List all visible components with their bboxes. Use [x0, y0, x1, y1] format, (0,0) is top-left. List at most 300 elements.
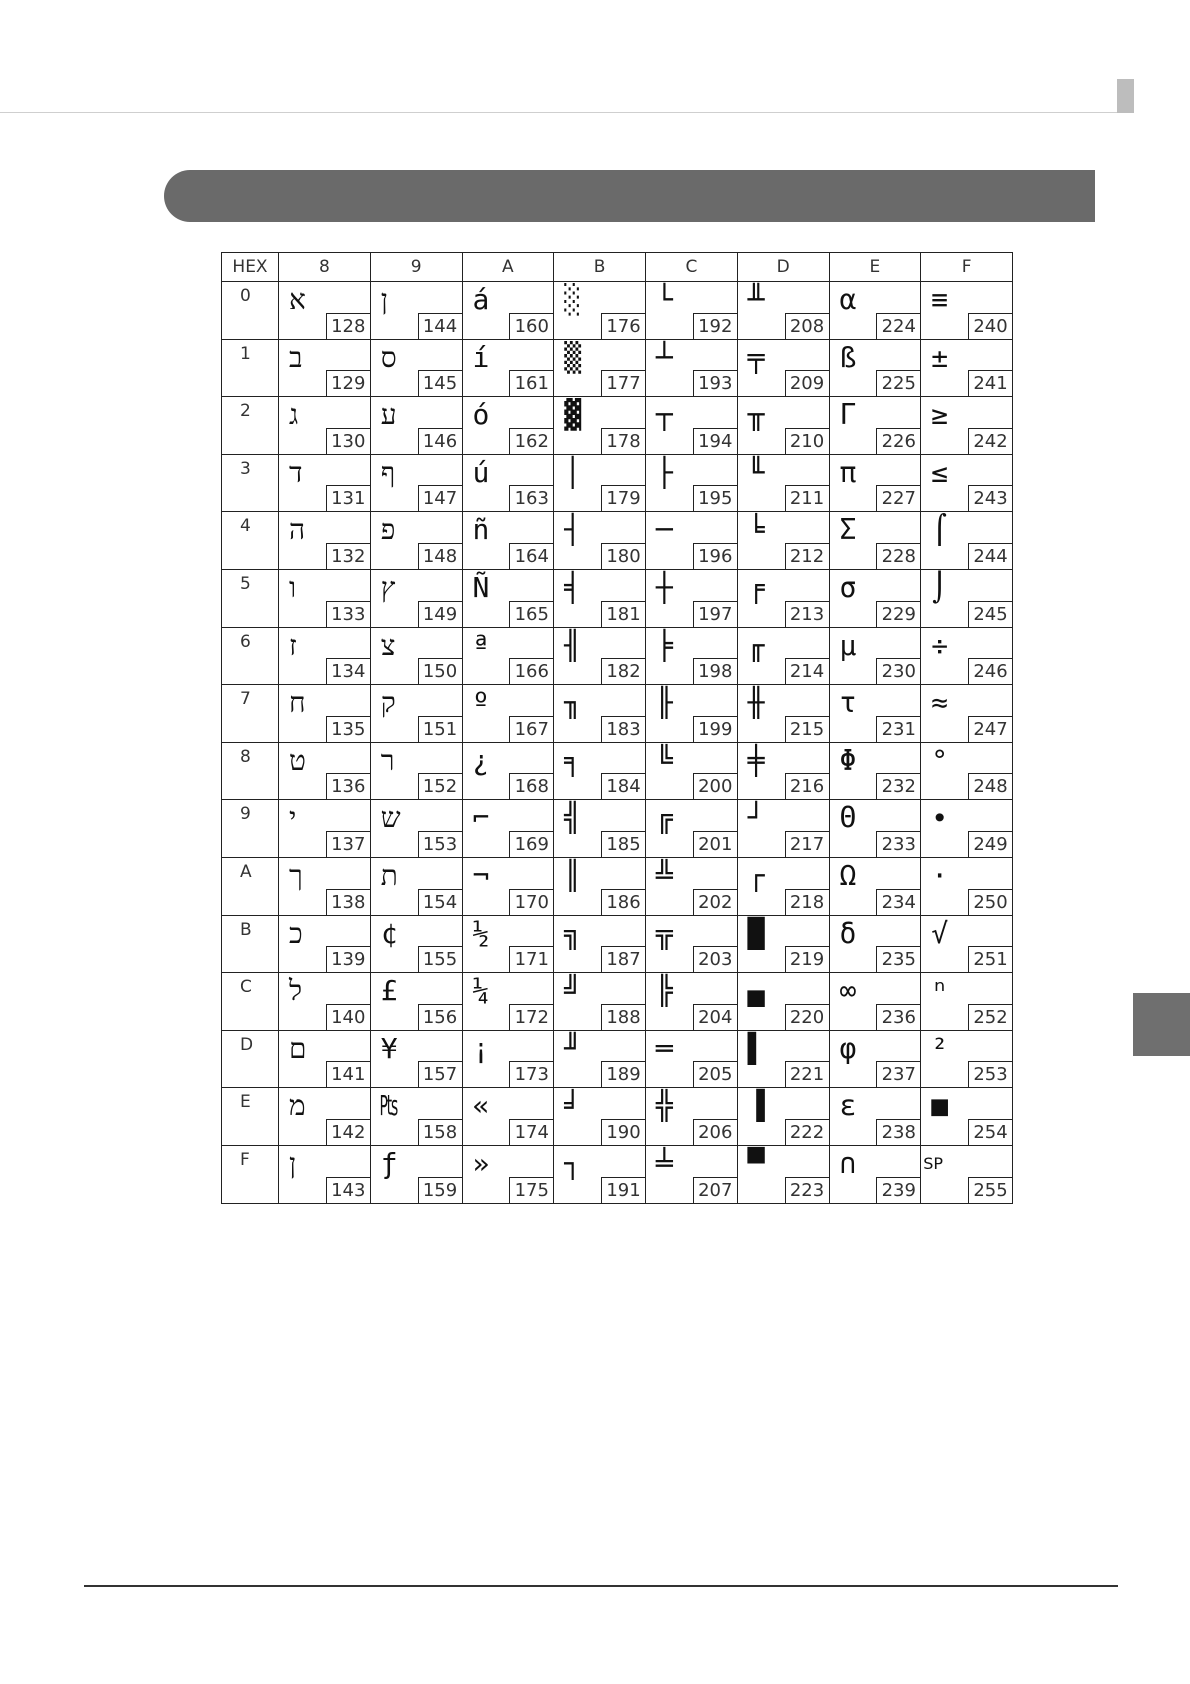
character-cell [554, 800, 646, 858]
character-glyph: ▒ [564, 340, 582, 374]
table-row [222, 1145, 1013, 1203]
character-glyph: ╩ [656, 858, 673, 892]
character-cell [462, 742, 554, 800]
decimal-code: 208 [785, 313, 829, 339]
character-glyph: ╟ [656, 686, 673, 720]
character-glyph: ó [472, 398, 490, 432]
decimal-code: 168 [509, 773, 553, 799]
character-cell [370, 857, 462, 915]
character-glyph: ╞ [656, 628, 673, 662]
decimal-code: 226 [876, 428, 920, 454]
character-glyph: ∙ [931, 801, 949, 835]
character-cell [921, 627, 1013, 685]
character-cell [279, 339, 371, 397]
character-cell [370, 339, 462, 397]
row-header-cell [222, 800, 279, 858]
character-glyph: ┬ [656, 398, 673, 432]
decimal-code: 183 [601, 716, 645, 742]
character-glyph: π [839, 455, 857, 489]
character-cell [829, 800, 921, 858]
decimal-code: 179 [601, 485, 645, 511]
character-cell [921, 685, 1013, 743]
decimal-code: 174 [509, 1119, 553, 1145]
character-cell [279, 857, 371, 915]
decimal-code: 252 [968, 1004, 1012, 1030]
character-glyph: ┴ [656, 340, 673, 374]
character-cell [462, 569, 554, 627]
character-cell [279, 454, 371, 512]
character-glyph: כ [289, 916, 303, 950]
character-cell [279, 685, 371, 743]
character-cell [646, 627, 738, 685]
character-glyph: ╙ [747, 455, 765, 489]
table-row [222, 742, 1013, 800]
character-cell [737, 627, 829, 685]
character-glyph: ס [380, 340, 397, 374]
character-glyph: ╫ [747, 686, 765, 720]
character-cell [279, 569, 371, 627]
character-cell [462, 973, 554, 1031]
character-cell [279, 915, 371, 973]
character-cell [737, 685, 829, 743]
character-glyph: Θ [839, 801, 857, 835]
character-glyph: ת [380, 858, 398, 892]
decimal-code: 159 [418, 1177, 462, 1203]
character-glyph: פ [380, 513, 396, 547]
table-row [222, 339, 1013, 397]
header-corner-tab [1117, 79, 1134, 113]
character-cell [646, 685, 738, 743]
decimal-code: 233 [876, 831, 920, 857]
decimal-code: 149 [418, 601, 462, 627]
decimal-code: 224 [876, 313, 920, 339]
character-cell [737, 454, 829, 512]
character-glyph: ח [289, 686, 306, 720]
character-glyph: δ [839, 916, 857, 950]
header-rule [0, 112, 1134, 113]
character-cell [737, 397, 829, 455]
character-glyph: √ [931, 916, 949, 950]
character-glyph: ו [289, 570, 297, 604]
character-glyph: · [931, 858, 949, 892]
character-cell [829, 397, 921, 455]
decimal-code: 131 [326, 485, 370, 511]
character-cell [462, 1030, 554, 1088]
character-glyph: µ [839, 628, 857, 662]
character-glyph: ╔ [656, 801, 673, 835]
character-glyph: ╒ [747, 570, 765, 604]
character-cell [737, 857, 829, 915]
character-cell [921, 742, 1013, 800]
character-cell [370, 742, 462, 800]
character-glyph: ┌ [747, 858, 765, 892]
character-glyph: ף [380, 455, 396, 489]
row-header: 3 [240, 458, 251, 479]
decimal-code: 210 [785, 428, 829, 454]
character-glyph: ≡ [931, 283, 949, 316]
row-header: 2 [240, 401, 251, 422]
decimal-code: 196 [693, 543, 737, 569]
character-cell [370, 512, 462, 570]
decimal-code: 134 [326, 658, 370, 684]
character-cell [279, 627, 371, 685]
character-glyph: ╬ [656, 1089, 673, 1123]
character-glyph: ם [289, 1031, 307, 1065]
decimal-code: 198 [693, 658, 737, 684]
character-cell [554, 1088, 646, 1146]
character-cell [921, 800, 1013, 858]
character-glyph: ╓ [747, 628, 765, 662]
decimal-code: 192 [693, 313, 737, 339]
character-glyph: ε [839, 1089, 857, 1123]
character-cell [921, 454, 1013, 512]
character-cell [370, 973, 462, 1031]
row-header: 5 [240, 573, 251, 594]
character-glyph: ª [472, 628, 490, 662]
character-cell [646, 397, 738, 455]
character-glyph: ╚ [656, 743, 673, 777]
decimal-code: 228 [876, 543, 920, 569]
character-glyph: ╕ [564, 743, 582, 777]
decimal-code: 248 [968, 773, 1012, 799]
decimal-code: 132 [326, 543, 370, 569]
decimal-code: 231 [876, 716, 920, 742]
decimal-code: 219 [785, 946, 829, 972]
table-row [222, 973, 1013, 1031]
decimal-code: 128 [326, 313, 370, 339]
row-header: A [240, 861, 252, 882]
row-header: C [240, 977, 252, 998]
decimal-code: 172 [509, 1004, 553, 1030]
character-glyph: σ [839, 570, 857, 604]
character-glyph: └ [656, 283, 673, 316]
decimal-code: 189 [601, 1061, 645, 1087]
character-glyph: ╪ [747, 743, 765, 777]
character-glyph: ▄ [747, 974, 765, 1008]
character-cell [646, 1088, 738, 1146]
character-glyph: ן [289, 1146, 297, 1180]
character-cell [921, 339, 1013, 397]
character-cell [829, 454, 921, 512]
character-glyph: Ñ [472, 570, 490, 604]
character-glyph: ╨ [747, 283, 765, 316]
character-cell [829, 1145, 921, 1203]
character-cell [554, 282, 646, 340]
character-glyph: ± [931, 340, 949, 374]
character-cell [462, 800, 554, 858]
table-row [222, 569, 1013, 627]
decimal-code: 161 [509, 370, 553, 396]
decimal-code: 157 [418, 1061, 462, 1087]
character-cell [646, 454, 738, 512]
decimal-code: 205 [693, 1061, 737, 1087]
row-header: D [240, 1034, 254, 1055]
decimal-code: 243 [968, 485, 1012, 511]
decimal-code: 148 [418, 543, 462, 569]
row-header-cell [222, 1030, 279, 1088]
character-glyph: ╘ [747, 513, 765, 547]
character-cell [462, 339, 554, 397]
decimal-code: 175 [509, 1177, 553, 1203]
character-cell [829, 282, 921, 340]
character-cell [737, 973, 829, 1031]
chapter-side-tab [1133, 993, 1190, 1056]
character-glyph: ק [380, 686, 396, 720]
character-glyph: ג [289, 398, 299, 432]
decimal-code: 214 [785, 658, 829, 684]
decimal-code: 143 [326, 1177, 370, 1203]
decimal-code: 232 [876, 773, 920, 799]
row-header-cell [222, 742, 279, 800]
decimal-code: 213 [785, 601, 829, 627]
character-cell [646, 742, 738, 800]
character-cell [829, 627, 921, 685]
decimal-code: 178 [601, 428, 645, 454]
character-cell [370, 627, 462, 685]
character-glyph: ▀ [747, 1146, 765, 1180]
decimal-code: 135 [326, 716, 370, 742]
decimal-code: 167 [509, 716, 553, 742]
character-cell [829, 742, 921, 800]
character-cell [921, 973, 1013, 1031]
character-cell [646, 569, 738, 627]
decimal-code: 197 [693, 601, 737, 627]
character-glyph: ש [380, 801, 401, 835]
character-cell [646, 1030, 738, 1088]
decimal-code: 160 [509, 313, 553, 339]
decimal-code: 229 [876, 601, 920, 627]
character-glyph: ▓ [564, 398, 582, 432]
decimal-code: 173 [509, 1061, 553, 1087]
character-glyph: ┐ [564, 1146, 582, 1180]
table-row [222, 627, 1013, 685]
character-cell [462, 857, 554, 915]
character-cell [462, 282, 554, 340]
table-row [222, 857, 1013, 915]
character-cell [737, 800, 829, 858]
character-glyph: ז [289, 628, 297, 662]
character-glyph: ╗ [564, 916, 582, 950]
character-cell [462, 397, 554, 455]
character-cell [279, 742, 371, 800]
decimal-code: 247 [968, 716, 1012, 742]
column-header: 9 [370, 253, 462, 282]
character-glyph: צ [380, 628, 396, 662]
decimal-code: 180 [601, 543, 645, 569]
character-cell [279, 512, 371, 570]
character-cell [554, 857, 646, 915]
row-header-cell [222, 282, 279, 340]
decimal-code: 133 [326, 601, 370, 627]
decimal-code: 202 [693, 889, 737, 915]
character-cell [921, 857, 1013, 915]
character-cell [279, 973, 371, 1031]
table-row [222, 685, 1013, 743]
character-cell [279, 800, 371, 858]
table-row [222, 915, 1013, 973]
row-header: 9 [240, 804, 251, 825]
decimal-code: 138 [326, 889, 370, 915]
table-row [222, 397, 1013, 455]
character-glyph: ╡ [564, 570, 582, 604]
character-glyph: τ [839, 686, 857, 720]
decimal-code: 209 [785, 370, 829, 396]
decimal-code: 166 [509, 658, 553, 684]
character-cell [279, 397, 371, 455]
table-row [222, 1030, 1013, 1088]
row-header-cell [222, 857, 279, 915]
row-header: B [240, 919, 252, 940]
character-glyph: ד [289, 455, 303, 489]
decimal-code: 188 [601, 1004, 645, 1030]
character-glyph: ú [472, 455, 490, 489]
character-glyph: ¢ [380, 916, 398, 950]
character-glyph: ß [839, 340, 857, 374]
row-header-cell [222, 569, 279, 627]
decimal-code: 230 [876, 658, 920, 684]
character-cell [279, 282, 371, 340]
decimal-code: 195 [693, 485, 737, 511]
row-header-cell [222, 1145, 279, 1203]
decimal-code: 212 [785, 543, 829, 569]
character-cell [370, 1088, 462, 1146]
character-glyph: Γ [839, 398, 857, 432]
decimal-code: 147 [418, 485, 462, 511]
decimal-code: 251 [968, 946, 1012, 972]
decimal-code: 199 [693, 716, 737, 742]
character-glyph: ≥ [931, 398, 949, 432]
character-glyph: ב [289, 340, 303, 374]
decimal-code: 150 [418, 658, 462, 684]
column-header: A [462, 253, 554, 282]
decimal-code: 140 [326, 1004, 370, 1030]
decimal-code: 253 [968, 1061, 1012, 1087]
character-glyph: Ω [839, 858, 857, 892]
decimal-code: 184 [601, 773, 645, 799]
character-code-table [221, 252, 1013, 1204]
character-cell [646, 973, 738, 1031]
character-cell [646, 857, 738, 915]
character-cell [829, 1088, 921, 1146]
decimal-code: 151 [418, 716, 462, 742]
character-cell [737, 1145, 829, 1203]
row-header: 0 [240, 286, 251, 306]
character-cell [554, 685, 646, 743]
character-glyph: ן [380, 283, 388, 316]
decimal-code: 152 [418, 773, 462, 799]
character-cell [737, 1088, 829, 1146]
character-cell [554, 454, 646, 512]
character-glyph: Φ [839, 743, 857, 777]
decimal-code: 169 [509, 831, 553, 857]
character-glyph: ╣ [564, 801, 582, 835]
character-glyph: מ [289, 1089, 306, 1123]
decimal-code: 165 [509, 601, 553, 627]
character-cell [462, 685, 554, 743]
character-glyph: ║ [564, 858, 582, 892]
table-row [222, 512, 1013, 570]
table-body [222, 282, 1013, 1204]
character-cell [829, 915, 921, 973]
character-cell [646, 282, 738, 340]
decimal-code: 201 [693, 831, 737, 857]
character-cell [829, 685, 921, 743]
decimal-code: 223 [785, 1177, 829, 1203]
character-cell [462, 454, 554, 512]
decimal-code: 187 [601, 946, 645, 972]
character-glyph: ╖ [564, 686, 582, 720]
decimal-code: 207 [693, 1177, 737, 1203]
character-cell [370, 800, 462, 858]
character-glyph: ¿ [472, 743, 490, 777]
character-cell [279, 1088, 371, 1146]
decimal-code: 211 [785, 485, 829, 511]
decimal-code: 158 [418, 1119, 462, 1145]
character-glyph: ט [289, 743, 306, 777]
character-cell [737, 569, 829, 627]
character-cell [462, 1145, 554, 1203]
decimal-code: 218 [785, 889, 829, 915]
character-cell [279, 1145, 371, 1203]
decimal-code: 191 [601, 1177, 645, 1203]
decimal-code: 225 [876, 370, 920, 396]
decimal-code: 181 [601, 601, 645, 627]
decimal-code: 236 [876, 1004, 920, 1030]
character-glyph: ל [289, 974, 303, 1008]
character-glyph: ╥ [747, 398, 765, 432]
character-glyph: α [839, 283, 857, 316]
decimal-code: 164 [509, 543, 553, 569]
table-row [222, 1088, 1013, 1146]
decimal-code: 137 [326, 831, 370, 857]
character-glyph: ½ [472, 916, 490, 950]
decimal-code: 237 [876, 1061, 920, 1087]
character-cell [829, 973, 921, 1031]
hex-corner-label: HEX [222, 253, 279, 282]
character-cell [829, 569, 921, 627]
decimal-code: 250 [968, 889, 1012, 915]
character-glyph: ¬ [472, 858, 490, 892]
section-heading-bar [164, 170, 1095, 222]
character-cell [829, 1030, 921, 1088]
character-glyph: Σ [839, 513, 857, 547]
character-cell [462, 915, 554, 973]
decimal-code: 186 [601, 889, 645, 915]
character-glyph: ╦ [656, 916, 673, 950]
decimal-code: 171 [509, 946, 553, 972]
character-glyph: ⁿ [931, 974, 949, 1008]
column-header: 8 [279, 253, 371, 282]
character-glyph: ╠ [656, 974, 673, 1008]
character-glyph: ├ [656, 455, 673, 489]
character-glyph: ≈ [931, 686, 949, 720]
decimal-code: 144 [418, 313, 462, 339]
character-cell [462, 627, 554, 685]
decimal-code: 220 [785, 1004, 829, 1030]
character-glyph: ÷ [931, 628, 949, 662]
table-row [222, 800, 1013, 858]
decimal-code: 145 [418, 370, 462, 396]
character-glyph: ה [289, 513, 306, 547]
character-cell [370, 1145, 462, 1203]
character-cell [370, 1030, 462, 1088]
character-cell [921, 282, 1013, 340]
character-glyph: ² [931, 1031, 949, 1065]
character-glyph: ≤ [931, 455, 949, 489]
character-glyph: ¥ [380, 1031, 398, 1065]
decimal-code: 227 [876, 485, 920, 511]
character-glyph: ▐ [747, 1089, 765, 1123]
